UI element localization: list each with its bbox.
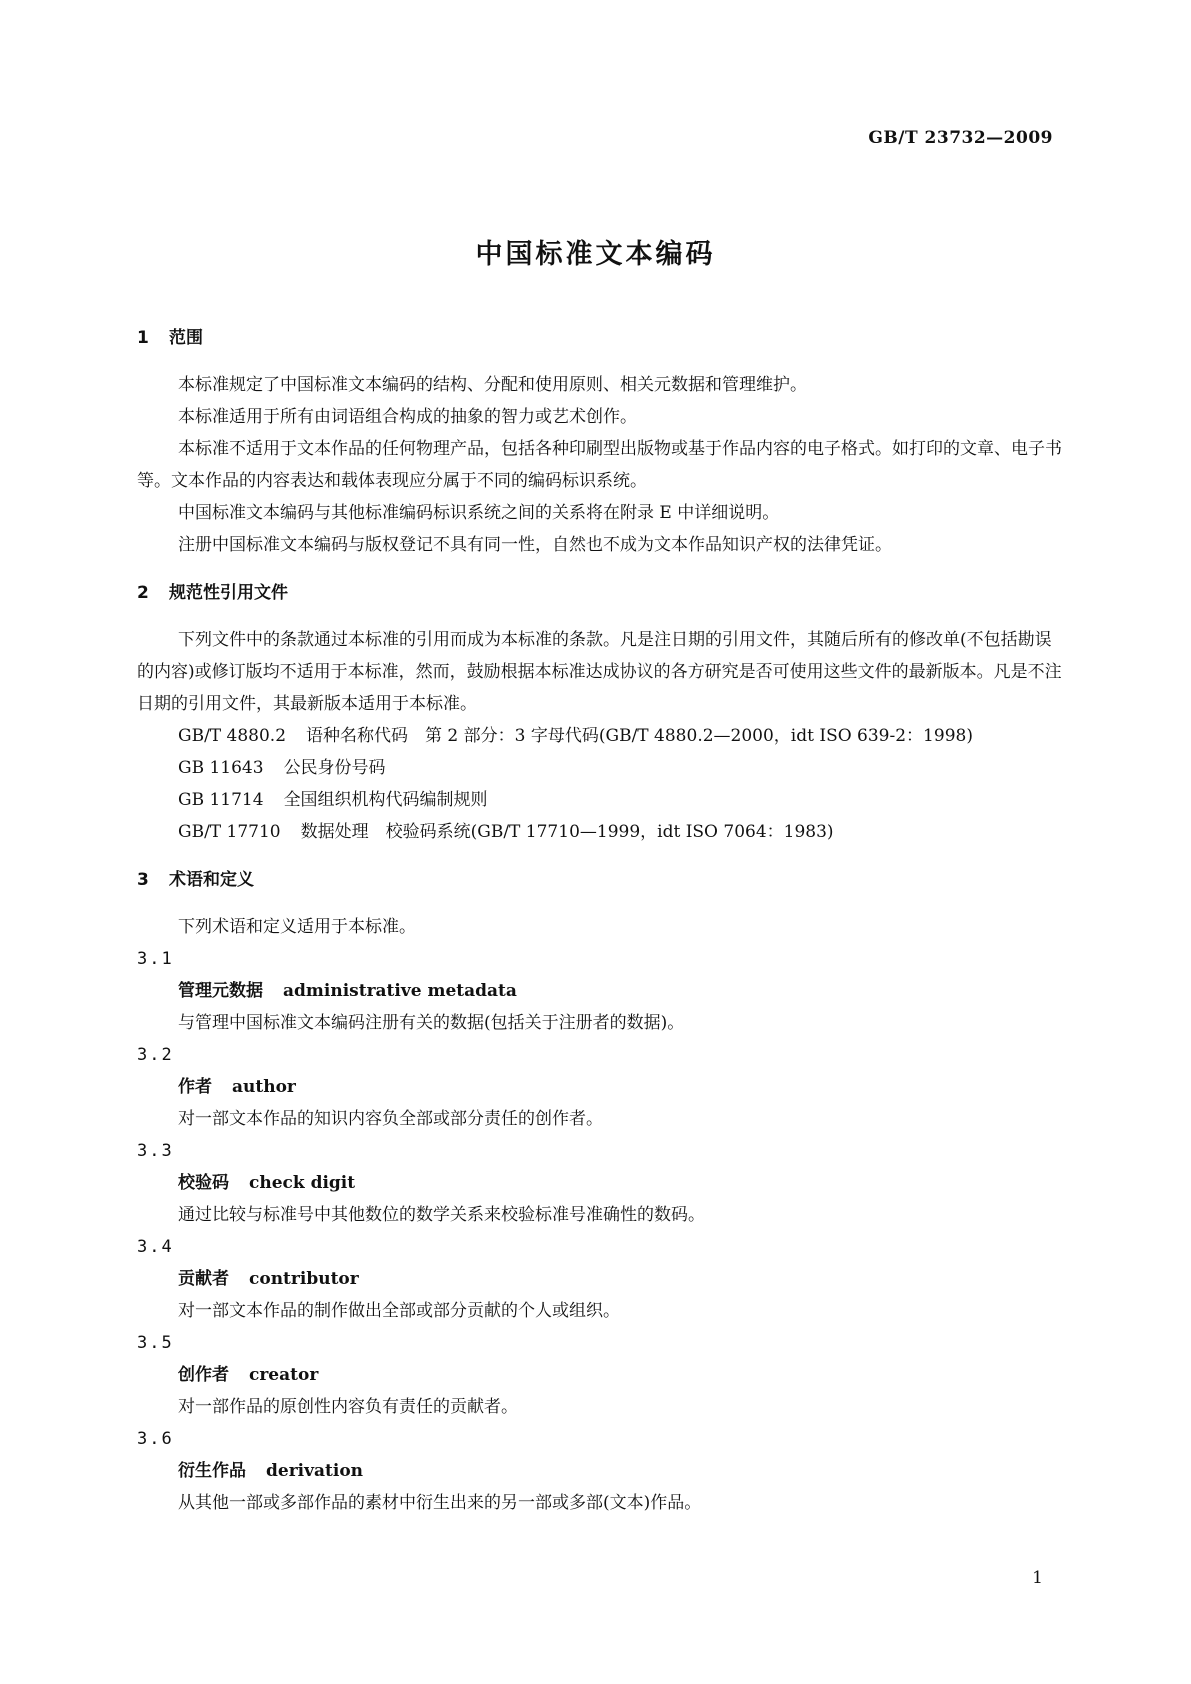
- document-title: 中国标准文本编码: [475, 239, 716, 270]
- term-chinese: 贡献者: [178, 1269, 229, 1289]
- term-definition: 与管理中国标准文本编码注册有关的数据(包括关于注册者的数据)。: [178, 1013, 685, 1033]
- reference-code: GB/T 4880.2: [178, 726, 287, 746]
- section-heading-terms-definitions: [137, 864, 1062, 896]
- term-entry: [137, 943, 1062, 1039]
- term-chinese: 创作者: [178, 1365, 229, 1385]
- reference-item: [137, 752, 1062, 784]
- term-number: 3.2: [137, 1045, 174, 1065]
- term-entry: [137, 1135, 1062, 1231]
- term-english: check digit: [249, 1173, 356, 1193]
- reference-item: [137, 720, 1062, 752]
- reference-code: GB/T 17710: [178, 822, 281, 842]
- term-chinese: 管理元数据: [178, 981, 263, 1001]
- reference-title: 全国组织机构代码编制规则: [283, 790, 488, 810]
- term-english: contributor: [249, 1269, 359, 1289]
- term-heading: [137, 1071, 1062, 1103]
- section-number: 3: [137, 870, 149, 890]
- section-title: 规范性引用文件: [169, 583, 288, 603]
- term-heading: [137, 1263, 1062, 1295]
- term-heading: [137, 1359, 1062, 1391]
- term-definition: 对一部文本作品的制作做出全部或部分贡献的个人或组织。: [178, 1301, 620, 1321]
- term-definition: 通过比较与标准号中其他数位的数学关系来校验标准号准确性的数码。: [178, 1205, 705, 1225]
- section-number: 2: [137, 583, 149, 603]
- reference-title: 公民身份号码: [283, 758, 386, 778]
- standard-number: GB/T 23732—2009: [868, 128, 1053, 148]
- reference-title: 数据处理 校验码系统(GB/T 17710—1999，idt ISO 7064：1983): [300, 822, 834, 842]
- term-entry: [137, 1327, 1062, 1423]
- paragraph: 下列术语和定义适用于本标准。: [178, 917, 416, 937]
- reference-item: [137, 816, 1062, 848]
- section-number: 1: [137, 328, 149, 348]
- section-title: 范围: [169, 328, 203, 348]
- term-english: creator: [249, 1365, 319, 1385]
- reference-code: GB 11714: [178, 790, 264, 810]
- term-number: 3.5: [137, 1333, 174, 1353]
- paragraph: 本标准规定了中国标准文本编码的结构、分配和使用原则、相关元数据和管理维护。: [178, 375, 807, 395]
- term-definition: 对一部文本作品的知识内容负全部或部分责任的创作者。: [178, 1109, 603, 1129]
- term-entry: [137, 1423, 1062, 1519]
- paragraph: 下列文件中的条款通过本标准的引用而成为本标准的条款。凡是注日期的引用文件，其随后所有的修改单(不包括勘误的内容)或修订版均不适用于本标准，然而，鼓励根据本标准达成协议的各方研究是否可使用这些文件的最新版本。凡是不注日期的引用文件，其最新版本适用于本标准。: [137, 630, 1062, 714]
- page-number: 1: [1032, 1568, 1043, 1588]
- term-heading: [137, 1167, 1062, 1199]
- term-english: administrative metadata: [283, 981, 517, 1001]
- paragraph: 本标准适用于所有由词语组合构成的抽象的智力或艺术创作。: [178, 407, 637, 427]
- section-heading-scope: [137, 322, 1062, 354]
- paragraph: 注册中国标准文本编码与版权登记不具有同一性，自然也不成为文本作品知识产权的法律凭证。: [178, 535, 892, 555]
- term-definition: 对一部作品的原创性内容负有责任的贡献者。: [178, 1397, 518, 1417]
- document-body: [137, 322, 1062, 1519]
- term-chinese: 作者: [178, 1077, 212, 1097]
- paragraph: 中国标准文本编码与其他标准编码标识系统之间的关系将在附录 E 中详细说明。: [178, 503, 780, 523]
- term-heading: [137, 975, 1062, 1007]
- term-definition: 从其他一部或多部作品的素材中衍生出来的另一部或多部(文本)作品。: [178, 1493, 702, 1513]
- term-number: 3.6: [137, 1429, 174, 1449]
- term-chinese: 衍生作品: [178, 1461, 246, 1481]
- term-number: 3.3: [137, 1141, 174, 1161]
- paragraph: 本标准不适用于文本作品的任何物理产品，包括各种印刷型出版物或基于作品内容的电子格式。如打印的文章、电子书等。文本作品的内容表达和载体表现应分属于不同的编码标识系统。: [137, 439, 1062, 491]
- section-heading-normative-references: [137, 577, 1062, 609]
- term-number: 3.1: [137, 949, 174, 969]
- reference-code: GB 11643: [178, 758, 264, 778]
- section-title: 术语和定义: [169, 870, 254, 890]
- term-entry: [137, 1039, 1062, 1135]
- term-number: 3.4: [137, 1237, 174, 1257]
- term-entry: [137, 1231, 1062, 1327]
- term-chinese: 校验码: [178, 1173, 229, 1193]
- term-heading: [137, 1455, 1062, 1487]
- term-english: derivation: [266, 1461, 364, 1481]
- reference-item: [137, 784, 1062, 816]
- reference-title: 语种名称代码 第 2 部分：3 字母代码(GB/T 4880.2—2000，idt ISO 639-2：1998): [306, 726, 973, 746]
- term-english: author: [232, 1077, 296, 1097]
